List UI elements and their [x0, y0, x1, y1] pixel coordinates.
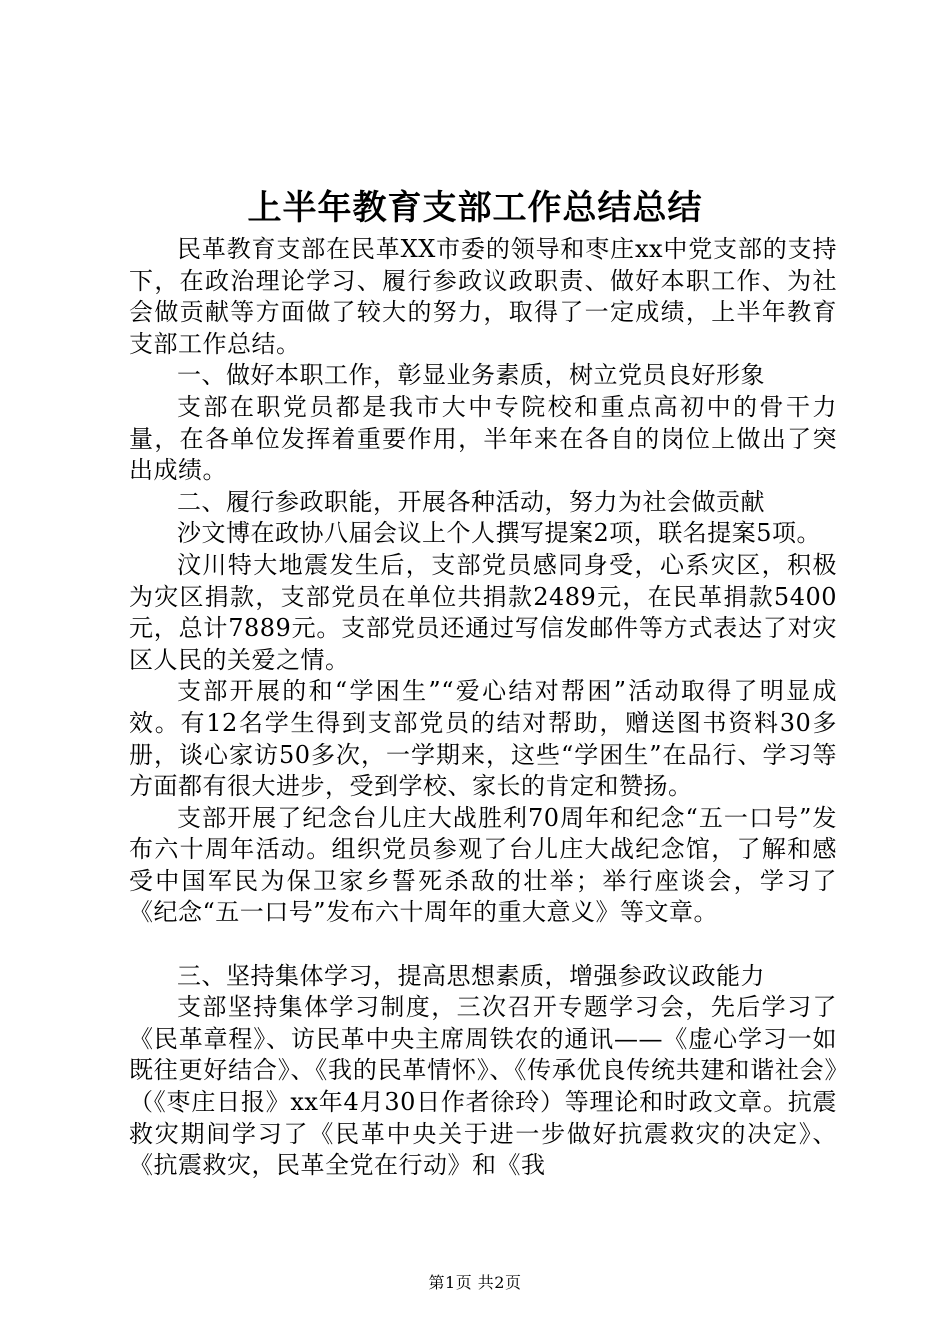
section-heading-2: 二、履行参政职能，开展各种活动，努力为社会做贡献: [177, 487, 765, 516]
paragraph-intro: 民革教育支部在民革XX市委的领导和枣庄xx中党支部的支持下，在政治理论学习、履行参政议政职责、做好本职工作、为社会做贡献等方面做了较大的努力，取得了一定成绩，上半年教育支部工作总结。: [129, 235, 837, 358]
paragraph-study: 支部坚持集体学习制度，三次召开专题学习会，先后学习了《民革章程》、访民革中央主席周铁农的通讯——《虚心学习一如既往更好结合》、《我的民革情怀》、《传承优良传统共建和谐社会》（《枣庄日报》xx年4月30日作者徐玲）等理论和时政文章。抗震救灾期间学习了《民革中央关于进一步做好抗震救灾的决定》、《抗震救灾，民革全党在行动》和《我: [129, 993, 837, 1180]
paragraph-spacer: [129, 929, 837, 961]
document-title: 上半年教育支部工作总结总结: [247, 188, 703, 228]
page-indicator: 第1页 共2页: [428, 1273, 522, 1292]
section-heading-1: 一、做好本职工作，彰显业务素质，树立党员良好形象: [177, 361, 765, 390]
paragraph-commemoration: 支部开展了纪念台儿庄大战胜利70周年和纪念“五一口号”发布六十周年活动。组织党员参观了台儿庄大战纪念馆，了解和感受中国军民为保卫家乡誓死杀敌的壮举；举行座谈会，学习了《纪念“五一口号”发布六十周年的重大意义》等文章。: [129, 803, 837, 927]
paragraph-student-aid: 支部开展的和“学困生”“爱心结对帮困”活动取得了明显成效。有12名学生得到支部党员的结对帮助，赠送图书资料30多册，谈心家访50多次，一学期来，这些“学困生”在品行、学习等方面都有很大进步，受到学校、家长的肯定和赞扬。: [129, 677, 837, 801]
paragraph-proposals: 沙文博在政协八届会议上个人撰写提案2项，联名提案5项。: [177, 519, 822, 548]
paragraph-donations: 汶川特大地震发生后，支部党员感同身受，心系灾区，积极为灾区捐款，支部党员在单位共捐款2489元，在民革捐款5400元，总计7889元。支部党员还通过写信发邮件等方式表达了对灾区人民的关爱之情。: [129, 550, 837, 674]
document-body: [129, 234, 837, 1182]
paragraph-section-1: 支部在职党员都是我市大中专院校和重点高初中的骨干力量，在各单位发挥着重要作用，半年来在各自的岗位上做出了突出成绩。: [129, 392, 837, 485]
section-heading-3: 三、坚持集体学习，提高思想素质，增强参政议政能力: [177, 961, 765, 990]
